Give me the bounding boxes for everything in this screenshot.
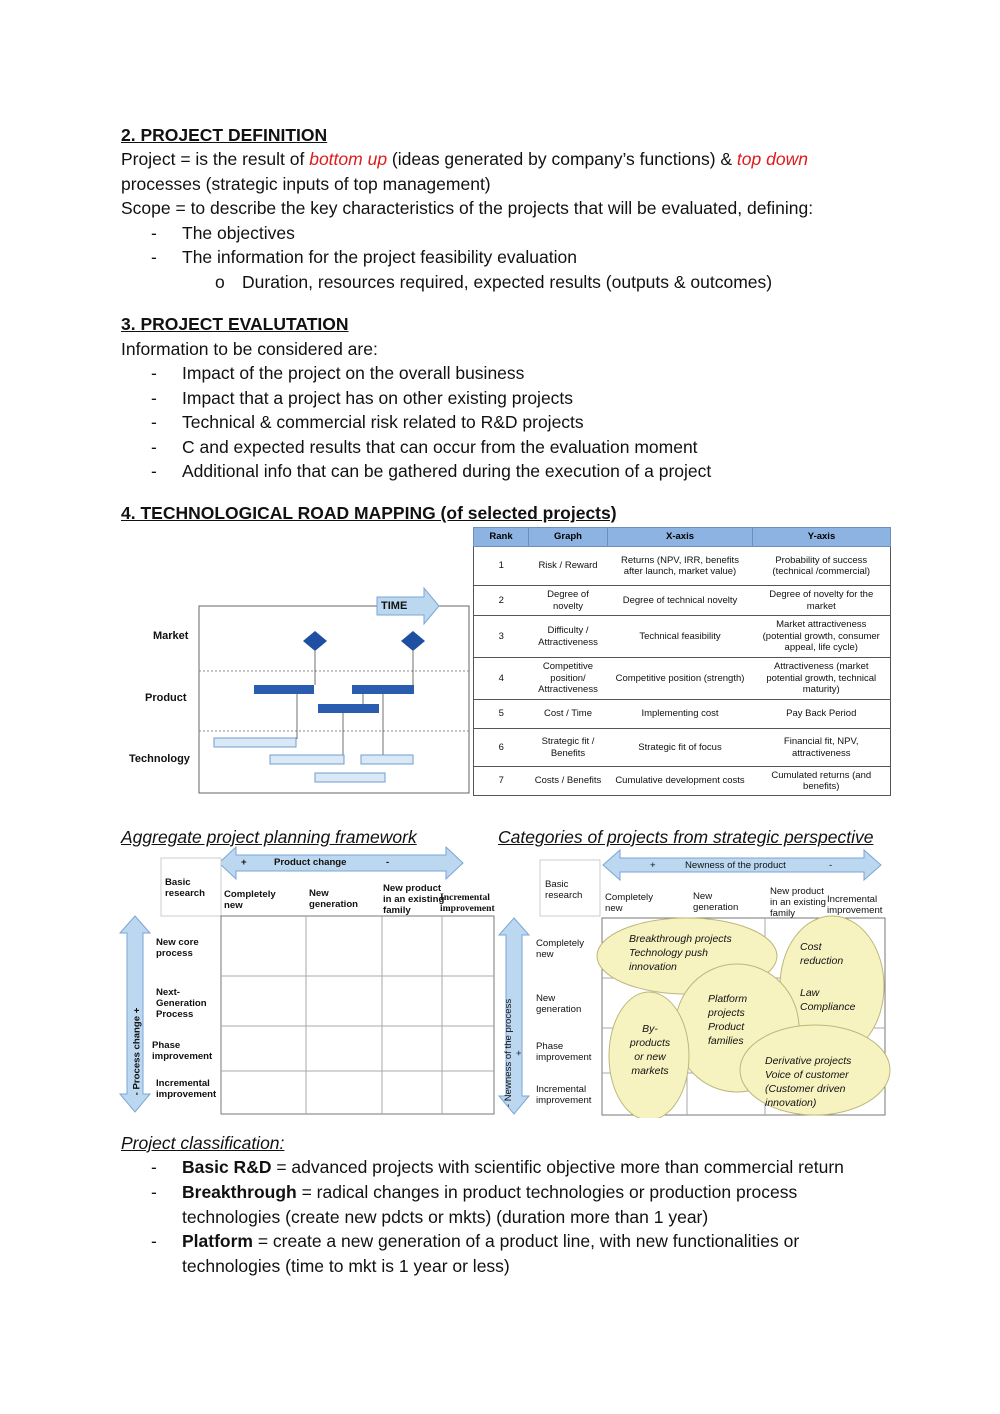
bullet-dash: - xyxy=(151,437,157,457)
list-item: The objectives xyxy=(182,223,295,243)
table-row xyxy=(474,547,891,586)
table-cell: Strategic fit / Benefits xyxy=(529,729,608,767)
bullet-dash: - xyxy=(151,223,157,243)
list-item-continuation: technologies (time to mkt is 1 year or less) xyxy=(182,1256,510,1276)
roadmap-row-market: Market xyxy=(153,630,189,642)
table-cell: Financial fit, NPV, attractiveness xyxy=(753,729,891,767)
aggregate-arrow-label: Product change xyxy=(274,857,347,868)
bullet-dash: - xyxy=(151,1157,157,1177)
table-row xyxy=(474,658,891,700)
aggregate-row: Incremental improvement xyxy=(156,1078,217,1100)
section2-heading: 2. PROJECT DEFINITION xyxy=(121,125,328,145)
table-cell: Competitive position (strength) xyxy=(608,658,753,700)
table-cell: Difficulty / Attractiveness xyxy=(529,616,608,658)
subbullet-marker: o xyxy=(215,272,225,292)
categories-arrow-minus: - xyxy=(829,860,833,871)
categories-arrow-plus: + xyxy=(650,860,656,871)
table-header-cell: X-axis xyxy=(608,528,753,547)
aggregate-diagram xyxy=(119,846,499,1118)
table-cell: Returns (NPV, IRR, benefits after launch, market value) xyxy=(608,547,753,586)
table-row xyxy=(474,616,891,658)
section2-line3: Scope = to describe the key characteristics of the projects that will be evaluated, defining: xyxy=(121,198,814,218)
section3-intro: Information to be considered are: xyxy=(121,339,378,359)
bullet-dash: - xyxy=(151,412,157,432)
table-cell: Probability of success (technical /commercial) xyxy=(753,547,891,586)
table-cell: Cumulative development costs xyxy=(608,767,753,796)
categories-caption: Categories of projects from strategic perspective xyxy=(498,827,874,847)
bullet-dash: - xyxy=(151,1231,157,1251)
ellipse-byproducts: By- products or new markets xyxy=(629,1023,671,1077)
list-item: Impact of the project on the overall business xyxy=(182,363,525,383)
roadmap-diagram xyxy=(121,585,471,795)
list-item: The information for the project feasibility evaluation xyxy=(182,247,577,267)
table-cell: 6 xyxy=(474,729,529,767)
aggregate-arrow-minus: - xyxy=(386,857,390,868)
aggregate-arrow-plus: + xyxy=(241,857,247,868)
ellipse-breakthrough: Breakthrough projects Technology push innovation xyxy=(629,933,732,973)
table-cell: 5 xyxy=(474,700,529,729)
bullet-dash: - xyxy=(151,461,157,481)
aggregate-row: New core process xyxy=(156,937,199,959)
aggregate-row: Next-Generation Process xyxy=(156,987,207,1020)
table-row xyxy=(474,729,891,767)
aggregate-col: Completely new xyxy=(224,889,276,911)
categories-row: Incremental improvement xyxy=(536,1084,592,1106)
list-item: Additional info that can be gathered during the execution of a project xyxy=(182,461,712,481)
table-cell: Costs / Benefits xyxy=(529,767,608,796)
ellipse-cost-reduction: Cost reduction xyxy=(800,941,844,967)
table-cell: Attractiveness (market potential growth, technical maturity) xyxy=(753,658,891,700)
categories-arrow-label: Newness of the product xyxy=(685,860,786,871)
bullet-dash: - xyxy=(151,1182,157,1202)
table-cell: 1 xyxy=(474,547,529,586)
ellipse-platform: Platform projects Product families xyxy=(708,993,748,1047)
categories-side-arrow-label: - Newness of the process + xyxy=(503,998,525,1108)
table-cell: 4 xyxy=(474,658,529,700)
table-row xyxy=(474,700,891,729)
roadmap-row-product: Product xyxy=(145,692,187,704)
table-cell: Degree of novelty xyxy=(529,586,608,616)
table-row xyxy=(474,586,891,616)
ellipse-derivative: Derivative projects Voice of customer (Customer driven innovation) xyxy=(765,1055,852,1109)
list-item: Technical & commercial risk related to R&D projects xyxy=(182,412,584,432)
aggregate-basic-research: Basic research xyxy=(165,877,206,899)
table-cell: Strategic fit of focus xyxy=(608,729,753,767)
aggregate-row: Phase improvement xyxy=(152,1040,213,1062)
table-cell: Pay Back Period xyxy=(753,700,891,729)
list-item: Duration, resources required, expected results (outputs & outcomes) xyxy=(242,272,773,292)
categories-basic-research: Basic research xyxy=(545,879,583,901)
table-cell: Risk / Reward xyxy=(529,547,608,586)
table-cell: 2 xyxy=(474,586,529,616)
rank-table xyxy=(473,527,891,796)
list-item: Platform = create a new generation of a product line, with new functionalities or xyxy=(182,1231,800,1251)
section3-heading: 3. PROJECT EVALUTATION xyxy=(121,314,349,334)
table-cell: Degree of novelty for the market xyxy=(753,586,891,616)
table-cell: Degree of technical novelty xyxy=(608,586,753,616)
table-header-cell: Graph xyxy=(529,528,608,547)
roadmap-time-label: TIME xyxy=(381,600,408,612)
categories-col: Completely new xyxy=(605,892,653,914)
list-item: Breakthrough = radical changes in product technologies or production process xyxy=(182,1182,798,1202)
categories-col: Incremental improvement xyxy=(827,894,883,916)
table-header-cell: Y-axis xyxy=(753,528,891,547)
categories-row: New generation xyxy=(536,993,582,1015)
aggregate-side-arrow-label: - Process change + xyxy=(131,1007,143,1096)
table-cell: Market attractiveness (potential growth, consumer appeal, life cycle) xyxy=(753,616,891,658)
categories-row: Phase improvement xyxy=(536,1041,592,1063)
bullet-dash: - xyxy=(151,388,157,408)
categories-col: New generation xyxy=(693,891,739,913)
list-item: Basic R&D = advanced projects with scientific objective more than commercial return xyxy=(182,1157,844,1177)
roadmap-row-technology: Technology xyxy=(129,753,190,765)
list-item: Impact that a project has on other existing projects xyxy=(182,388,574,408)
aggregate-col: New generation xyxy=(309,888,359,910)
categories-row: Completely new xyxy=(536,938,584,960)
aggregate-col: New product in an existing family xyxy=(383,883,445,916)
table-header-row xyxy=(474,528,891,547)
section4-heading: 4. TECHNOLOGICAL ROAD MAPPING (of selected projects) xyxy=(121,503,617,523)
table-cell: Cost / Time xyxy=(529,700,608,729)
section2-line1: Project = is the result of bottom up (ideas generated by company’s functions) & top down xyxy=(121,149,808,169)
table-header-cell: Rank xyxy=(474,528,529,547)
table-row xyxy=(474,767,891,796)
list-item-continuation: technologies (create new pdcts or mkts) (duration more than 1 year) xyxy=(182,1207,709,1227)
table-cell: 3 xyxy=(474,616,529,658)
table-cell: Competitive position/ Attractiveness xyxy=(529,658,608,700)
ellipse-law-compliance: Law Compliance xyxy=(800,987,856,1013)
section2-line2: processes (strategic inputs of top management) xyxy=(121,174,491,194)
categories-diagram xyxy=(497,848,892,1118)
table-cell: Technical feasibility xyxy=(608,616,753,658)
categories-col: New product in an existing family xyxy=(770,886,826,919)
aggregate-col: Incremental improvement xyxy=(440,892,495,914)
bullet-dash: - xyxy=(151,363,157,383)
table-cell: 7 xyxy=(474,767,529,796)
aggregate-caption: Aggregate project planning framework xyxy=(121,827,417,847)
list-item: C and expected results that can occur from the evaluation moment xyxy=(182,437,698,457)
bullet-dash: - xyxy=(151,247,157,267)
classification-caption: Project classification: xyxy=(121,1133,285,1153)
table-cell: Implementing cost xyxy=(608,700,753,729)
table-cell: Cumulated returns (and benefits) xyxy=(753,767,891,796)
